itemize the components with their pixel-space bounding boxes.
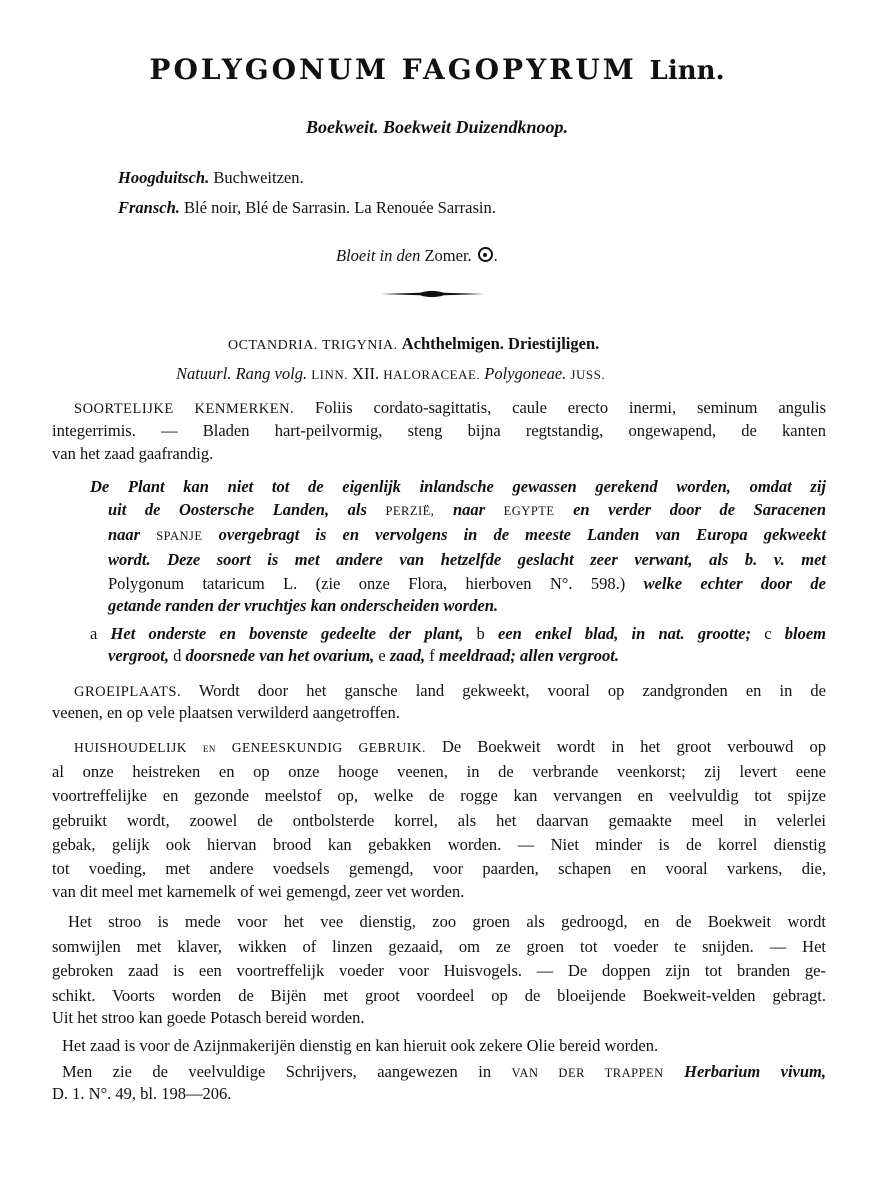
habitat-line-1 bbox=[74, 681, 826, 701]
fig-c: c bbox=[764, 624, 772, 643]
fig-f: f bbox=[429, 646, 435, 665]
rank-number: XII. bbox=[352, 364, 380, 383]
usage-line-3: voortreffelijke en gezonde meelstof op, welke de rogge kan vervangen en veelvuldig tot spijze bbox=[52, 786, 826, 805]
note-l3-spanje: SPANJE bbox=[156, 529, 203, 543]
usage-line-5: gebak, gelijk ook hiervan brood kan gebakken worden. — Niet minder is de korrel dienstig bbox=[52, 835, 826, 854]
usage-p3-line-1: Het zaad is voor de Azijnmakerijën dienstig en kan hieruit ook zekere Olie bereid worden. bbox=[62, 1036, 659, 1055]
note-line-5 bbox=[108, 574, 826, 594]
note-line-2 bbox=[108, 500, 826, 520]
fig-c-desc: bloem bbox=[784, 624, 826, 643]
class-octandria: OCTANDRIA. bbox=[228, 338, 318, 353]
class-dutch: Achthelmigen. Driestijligen. bbox=[401, 334, 600, 353]
classification-line-1 bbox=[228, 336, 599, 353]
characteristics-label: SOORTELIJKE KENMERKEN. bbox=[74, 401, 295, 417]
note-l3-naar: naar bbox=[108, 525, 141, 544]
reference-line-1 bbox=[62, 1062, 826, 1082]
fig-a: a bbox=[90, 624, 98, 643]
fig-f-desc: meeldraad; allen vergroot. bbox=[438, 646, 620, 665]
usage-p2-line-1: Het stroo is mede voor het vee dienstig, zoo groen als gedroogd, en de Boekweit wordt bbox=[68, 912, 826, 931]
german-value: Buchweitzen. bbox=[213, 168, 304, 187]
german-name-line bbox=[118, 170, 304, 187]
reference-work: Herbarium vivum, bbox=[684, 1062, 827, 1081]
usage-line-6: tot voeding, met andere voedsels gemengd, voor paarden, schapen en vooral varkens, die, bbox=[52, 859, 826, 878]
title-author: Linn. bbox=[649, 56, 725, 86]
figure-legend-line-1 bbox=[90, 624, 826, 644]
usage-p2-line-3: gebroken zaad is een voortreffelijk voeder voor Huisvogels. — De doppen zijn tot branden ge- bbox=[52, 961, 826, 980]
title-text: POLYGONUM FAGOPYRUM bbox=[149, 53, 637, 86]
fig-d-desc: doorsnede van het ovarium, bbox=[185, 646, 375, 665]
french-value: Blé noir, Blé de Sarrasin. La Renouée Sarrasin. bbox=[184, 198, 496, 217]
note-l2-egypte: EGYPTE bbox=[503, 504, 555, 518]
reference-author: VAN DER TRAPPEN bbox=[511, 1066, 664, 1080]
juss-label: JUSS. bbox=[570, 367, 606, 382]
characteristics-line-3: van het zaad gaafrandig. bbox=[52, 444, 214, 463]
class-trigynia: TRIGYNIA. bbox=[321, 338, 398, 353]
fig-b: b bbox=[476, 624, 485, 643]
bloom-label: Bloeit in den bbox=[336, 246, 421, 265]
fig-vergroot: vergroot, bbox=[108, 646, 169, 665]
note-line-1: De Plant kan niet tot de eigenlijk inlandsche gewassen gerekend worden, omdat zij bbox=[90, 477, 826, 496]
page-subtitle: Boekweit. Boekweit Duizendknoop. bbox=[305, 117, 568, 137]
page-title bbox=[0, 53, 874, 86]
reference-line-2: D. 1. N°. 49, bl. 198—206. bbox=[52, 1084, 232, 1103]
fig-e-desc: zaad, bbox=[389, 646, 426, 665]
bloom-value: Zomer. bbox=[424, 246, 472, 265]
bloom-after: . bbox=[493, 246, 498, 265]
characteristics-latin: Foliis cordato-sagittatis, caule erecto inermi, seminum angulis bbox=[315, 398, 826, 417]
french-name-line bbox=[118, 200, 496, 217]
note-l2-perzie: PERZIË, bbox=[385, 504, 435, 518]
fig-size-note: in nat. grootte; bbox=[631, 624, 752, 643]
usage-line-1 bbox=[74, 737, 826, 757]
note-l3-c: overgebragt is en vervolgens in de meeste Landen van Europa gekweekt bbox=[218, 525, 827, 544]
fig-d: d bbox=[173, 646, 182, 665]
polygoneae-label: Polygoneae. bbox=[484, 364, 567, 383]
note-l2-a: uit de Oostersche Landen, als bbox=[108, 500, 367, 519]
usage-line-7: van dit meel met karnemelk of wei gemengd, zeer vet worden. bbox=[52, 882, 465, 901]
usage-label: HUISHOUDELIJK en GENEESKUNDIG GEBRUIK. bbox=[74, 740, 426, 755]
usage-line-2: al onze heistreken en op onze hooge veenen, in de verbrande veenkorst; zij levert eene bbox=[52, 762, 826, 781]
note-line-6: getande randen der vruchtjes kan onderscheiden worden. bbox=[108, 596, 499, 615]
habitat-line-2: veenen, en op vele plaatsen verwilderd aangetroffen. bbox=[52, 703, 400, 722]
usage-p2-line-5: Uit het stroo kan goede Potasch bereid worden. bbox=[52, 1008, 365, 1027]
german-label: Hoogduitsch. bbox=[118, 168, 210, 187]
usage-text-1: De Boekweit wordt in het groot verbouwd op bbox=[442, 737, 826, 756]
usage-line-4: gebruikt wordt, zoowel de ontbolsterde korrel, als het daarvan gemaakte meel in velerlei bbox=[52, 811, 826, 830]
habitat-label: GROEIPLAATS. bbox=[74, 684, 182, 700]
note-line-3 bbox=[108, 525, 826, 545]
note-l2-e: en verder door de Saracenen bbox=[573, 500, 827, 519]
note-line-4: wordt. Deze soort is met andere van hetzelfde geslacht zeer verwant, als b. v. met bbox=[108, 550, 826, 569]
ornament-divider bbox=[380, 289, 485, 299]
haloraceae-label: HALORACEAE. bbox=[383, 367, 481, 382]
linn-label: LINN. bbox=[311, 367, 349, 382]
fig-e: e bbox=[378, 646, 386, 665]
fig-b-desc: een enkel blad, bbox=[497, 624, 619, 643]
note-l5-b: welke echter door de bbox=[643, 574, 827, 593]
bloom-line bbox=[336, 247, 498, 265]
note-l5-a: Polygonum tataricum L. (zie onze Flora, hierboven N°. 598.) bbox=[108, 574, 626, 593]
note-l2-naar: naar bbox=[452, 500, 486, 519]
usage-p2-line-2: somwijlen met klaver, wikken of linzen gezaaid, om ze groen tot voeder te snijden. — Het bbox=[52, 937, 826, 956]
annual-plant-symbol-icon bbox=[478, 247, 493, 262]
fig-a-desc: Het onderste en bovenste gedeelte der plant, bbox=[110, 624, 464, 643]
characteristics-line-1 bbox=[74, 398, 826, 418]
french-label: Fransch. bbox=[118, 198, 180, 217]
usage-p2-line-4: schikt. Voorts worden de Bijën met groot voordeel op de bloeijende Boekweit-velden gebragt. bbox=[52, 986, 826, 1005]
classification-line-2 bbox=[176, 366, 605, 383]
characteristics-line-2: integerrimis. — Bladen hart-peilvormig, steng bijna regtstandig, ongewapend, de kanten bbox=[52, 421, 826, 440]
figure-legend-line-2 bbox=[108, 648, 619, 665]
habitat-text: Wordt door het gansche land gekweekt, vooral op zandgronden en in de bbox=[198, 681, 827, 700]
reference-text: Men zie de veelvuldige Schrijvers, aangewezen in bbox=[62, 1062, 492, 1081]
natural-rank-label: Natuurl. Rang volg. bbox=[176, 364, 308, 383]
